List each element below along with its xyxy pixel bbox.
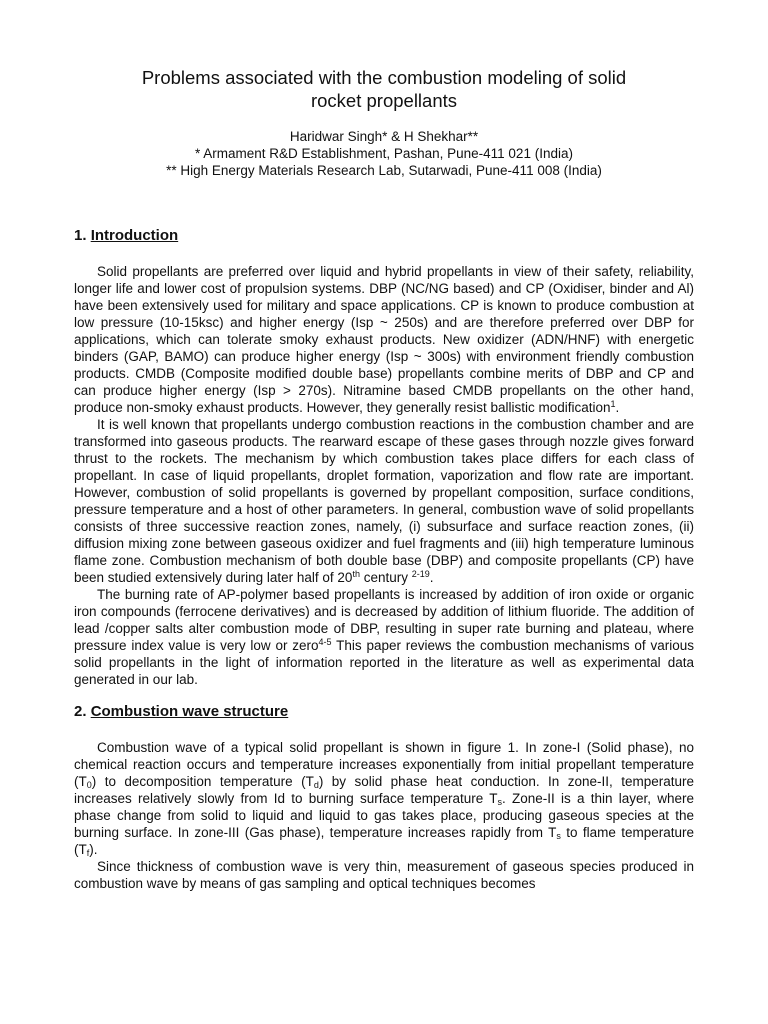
subscript: f — [86, 848, 90, 858]
paragraph-text: ) by solid phase heat conduction. In zone-II, temperature increases relatively slowly from Id to burning surface temperature T — [74, 774, 694, 806]
section-number: 1. — [74, 227, 87, 244]
paragraph-text: Since thickness of combustion wave is very thin, measurement of gaseous species produced in combustion wave by means of gas sampling and optical techniques becomes — [74, 859, 694, 891]
paragraph-text: century — [359, 570, 412, 585]
paragraph-text: ). — [89, 842, 98, 857]
intro-paragraph-1 — [74, 263, 694, 416]
section-title: Combustion wave structure — [90, 703, 289, 720]
paragraph-text: It is well known that propellants undergo combustion reactions in the combustion chamber and are transformed into gaseous products. The rearward escape of these gases through nozzle gives forward thrust to the rockets. The mechanism by which combustion takes place differs for each class of propellant. In case of liquid propellants, droplet formation, vaporization and flow rate are important. However, combustion of solid propellants is governed by propellant composition, surface conditions, pressure temperature and a host of other parameters. In general, combustion wave of solid propellants consists of three successive reaction zones, namely, (i) subsurface and surface reaction zones, (ii) diffusion mixing zone between gaseous oxidizer and fuel fragments and (iii) high temperature luminous flame zone. Combustion mechanism of both double base (DBP) and composite propellants (CP) have been studied extensively during later half of 20 — [74, 417, 694, 585]
author-names: Haridwar Singh* & H Shekhar** — [289, 129, 479, 144]
subscript: d — [313, 780, 319, 790]
intro-paragraph-3 — [74, 586, 694, 688]
paragraph-text: . Zone-II is a thin layer, where phase change from solid to liquid and liquid to gas takes place, producing gaseous species at the burning surface. In zone-III (Gas phase), temperature increases rapidly from T — [74, 791, 694, 840]
section-heading-introduction — [74, 227, 694, 245]
subscript: 0 — [86, 780, 92, 790]
paragraph-text: The burning rate of AP-polymer based propellants is increased by addition of iron oxide or organic iron compounds (ferrocene derivatives) and is decreased by addition of lithium fluoride. The addition of lead /copper salts alter combustion mode of DBP, resulting in super rate burning and plateau, where pressure index value is very low or zero — [74, 587, 694, 653]
section-heading-combustion-wave — [74, 703, 694, 721]
citation: 1 — [610, 399, 616, 409]
title-line-2: rocket propellants — [310, 90, 458, 111]
citation: 2-19 — [411, 569, 430, 579]
section-title: Introduction — [90, 227, 179, 244]
paragraph-text: This paper reviews the combustion mechanisms of various solid propellants in the light of information reported in the literature as well as experimental data generated in our lab. — [74, 638, 694, 687]
ordinal-suffix: th — [352, 569, 360, 579]
intro-paragraph-2 — [74, 416, 694, 586]
affiliation-1: * Armament R&D Establishment, Pashan, Pune-411 021 (India) — [195, 146, 573, 161]
subscript: s — [497, 797, 503, 807]
wave-paragraph-2 — [74, 858, 694, 892]
paragraph-end: . — [615, 400, 620, 415]
paragraph-text: to flame temperature (T — [74, 825, 694, 857]
wave-paragraph-1 — [74, 739, 694, 858]
paragraph-text: Combustion wave of a typical solid propellant is shown in figure 1. In zone-I (Solid phase), no chemical reaction occurs and temperature increases exponentially from initial propellant temperature (T — [74, 740, 694, 789]
paper-title — [74, 66, 694, 112]
citation: 4-5 — [318, 637, 332, 647]
affiliation-2: ** High Energy Materials Research Lab, Sutarwadi, Pune-411 008 (India) — [166, 163, 602, 178]
paper-page — [74, 66, 694, 892]
paragraph-text: ) to decomposition temperature (T — [91, 774, 314, 789]
title-line-1: Problems associated with the combustion modeling of solid — [141, 67, 627, 88]
section-number: 2. — [74, 703, 87, 720]
subscript: s — [556, 831, 561, 841]
paragraph-end: . — [429, 570, 434, 585]
author-block — [74, 128, 694, 179]
paragraph-text: Solid propellants are preferred over liquid and hybrid propellants in view of their safety, reliability, longer life and lower cost of propulsion systems. DBP (NC/NG based) and CP (Oxidiser, binder and Al) have been extensively used for military and space applications. CP is known to produce combustion at low pressure (10-15ksc) and higher energy (Isp ~ 250s) and are therefore preferred over DBP for applications, which can tolerate smoky exhaust products. New oxidizer (ADN/HNF) with energetic binders (GAP, BAMO) can produce higher energy (Isp ~ 300s) with environment friendly combustion products. CMDB (Composite modified double base) propellants combine merits of DBP and CP and can produce higher energy (Isp > 270s). Nitramine based CMDB propellants on the other hand, produce non-smoky exhaust products. However, they generally resist ballistic modification — [74, 264, 694, 415]
